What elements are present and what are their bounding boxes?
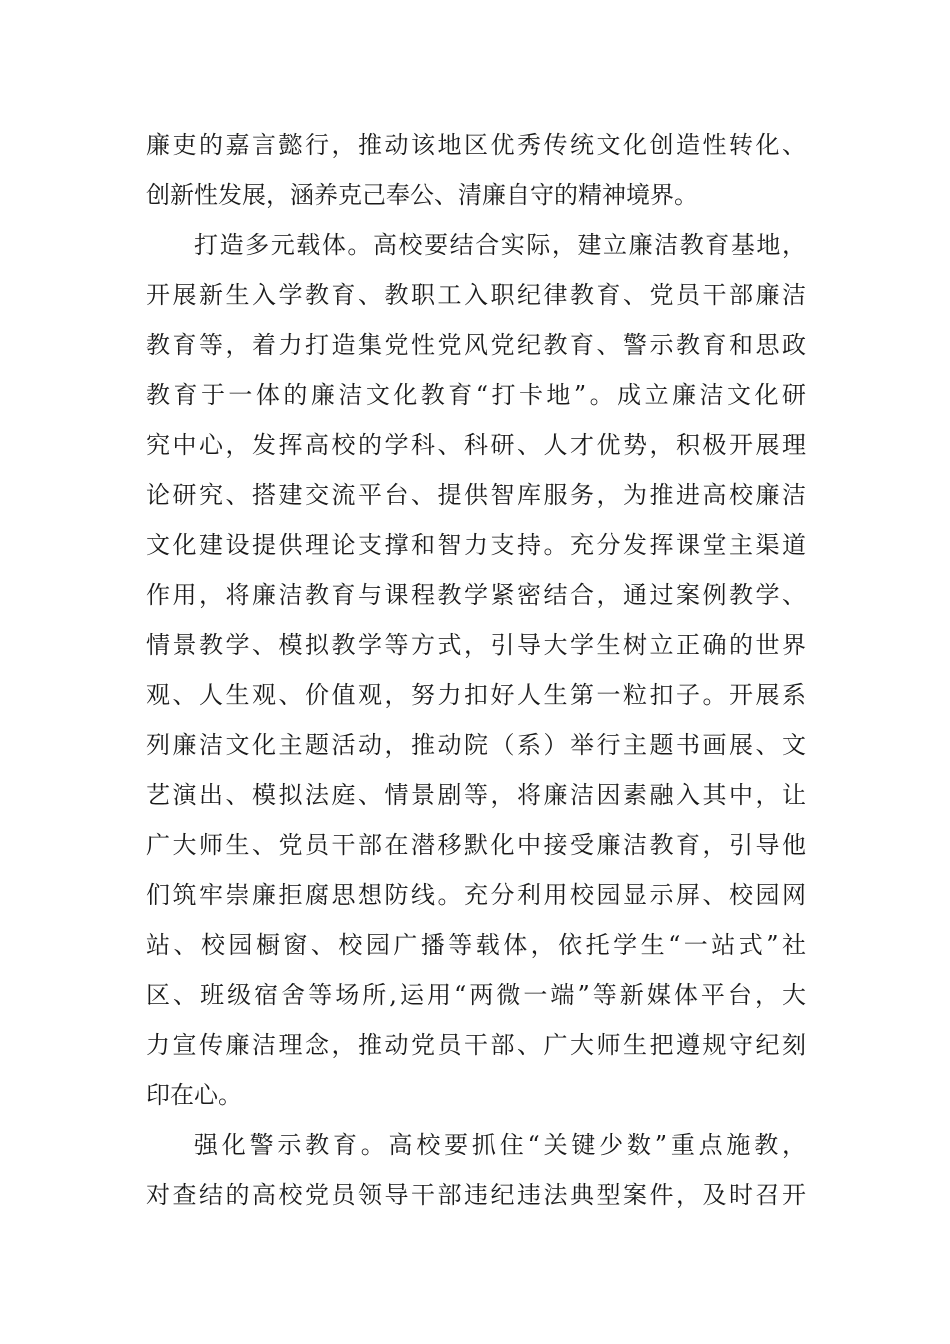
text-line: 列廉洁文化主题活动，推动院（系）举行主题书画展、文 xyxy=(146,731,806,759)
text-line: 廉吏的嘉言懿行，推动该地区优秀传统文化创造性转化、 xyxy=(146,131,806,159)
text-line: 创新性发展，涵养克己奉公、清廉自守的精神境界。 xyxy=(146,181,698,209)
text-line: 究中心，发挥高校的学科、科研、人才优势，积极开展理 xyxy=(146,431,806,459)
text-line: 广大师生、党员干部在潜移默化中接受廉洁教育，引导他 xyxy=(146,831,806,859)
text-line: 文化建设提供理论支撑和智力支持。充分发挥课堂主渠道 xyxy=(146,531,806,559)
paragraph-first-line: 打造多元载体。高校要结合实际，建立廉洁教育基地， xyxy=(194,231,806,259)
text-line: 力宣传廉洁理念，推动党员干部、广大师生把遵规守纪刻 xyxy=(146,1031,806,1059)
text-line: 教育于一体的廉洁文化教育“打卡地”。成立廉洁文化研 xyxy=(146,381,806,409)
text-line: 们筑牢崇廉拒腐思想防线。充分利用校园显示屏、校园网 xyxy=(146,881,806,909)
body-text xyxy=(146,120,806,1220)
text-line: 开展新生入学教育、教职工入职纪律教育、党员干部廉洁 xyxy=(146,281,806,309)
paragraph-first-line: 强化警示教育。高校要抓住“关键少数”重点施教， xyxy=(194,1131,806,1159)
text-line: 区、班级宿舍等场所,运用“两微一端”等新媒体平台，大 xyxy=(146,981,806,1009)
text-line: 艺演出、模拟法庭、情景剧等，将廉洁因素融入其中，让 xyxy=(146,781,806,809)
text-line: 情景教学、模拟教学等方式，引导大学生树立正确的世界 xyxy=(146,631,806,659)
text-line: 教育等，着力打造集党性党风党纪教育、警示教育和思政 xyxy=(146,331,806,359)
text-line: 观、人生观、价值观，努力扣好人生第一粒扣子。开展系 xyxy=(146,681,806,709)
text-line: 站、校园橱窗、校园广播等载体，依托学生“一站式”社 xyxy=(146,931,806,959)
text-line: 作用，将廉洁教育与课程教学紧密结合，通过案例教学、 xyxy=(146,581,806,609)
text-line: 印在心。 xyxy=(146,1081,242,1109)
text-line: 论研究、搭建交流平台、提供智库服务，为推进高校廉洁 xyxy=(146,481,806,509)
text-line: 对查结的高校党员领导干部违纪违法典型案件，及时召开 xyxy=(146,1181,806,1209)
